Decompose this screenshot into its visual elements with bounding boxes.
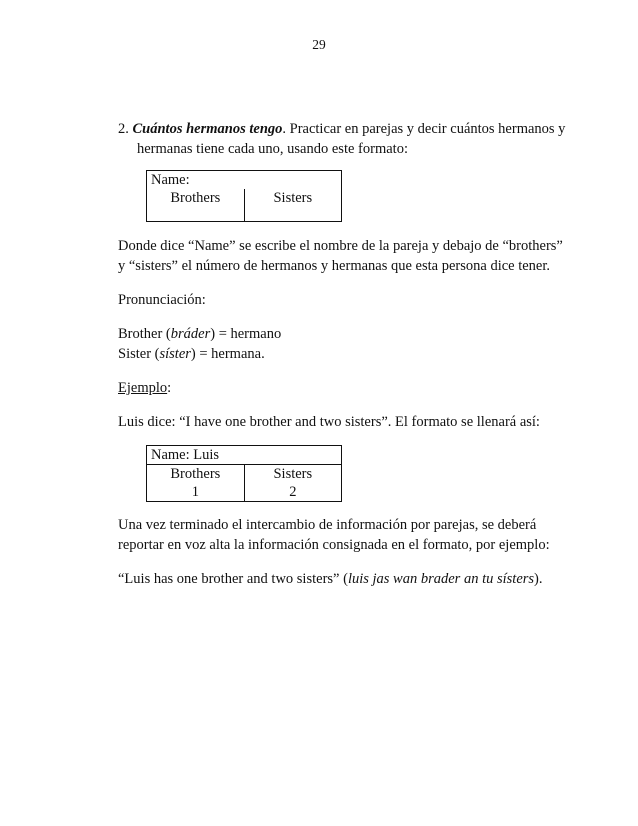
table-sisters-value: 2 [289,484,297,500]
table-sisters-cell [244,465,341,502]
table-brothers-header: Brothers [147,189,245,222]
sister-meaning: ) = hermana. [190,346,265,362]
table-sisters-header: Sisters [244,189,341,222]
final-close: ). [534,571,543,587]
exercise-intro-line1 [118,119,565,139]
table-brothers-cell [147,465,245,502]
sister-word: Sister ( [118,346,160,362]
example-heading-colon: : [167,380,172,396]
paragraph-explanation-line1: Donde dice “Name” se escribe el nombre de la pareja y debajo de “brothers” [118,238,563,254]
table-brothers-header: Brothers [170,466,221,482]
pronunciation-brother [118,324,281,344]
sister-pronunciation: síster [159,346,191,362]
paragraph-report-line2: reportar en voz alta la información consignada en el formato, por ejemplo: [118,537,550,553]
example-heading-text: Ejemplo [118,380,168,396]
pronunciation-sister [118,344,265,364]
paragraph-report-line1: Una vez terminado el intercambio de información por parejas, se deberá [118,517,537,533]
paragraph-explanation-line2: y “sisters” el número de hermanos y hermanas que esta persona dice tener. [118,258,551,274]
table-name-cell: Name: Luis [147,446,342,465]
brother-pronunciation: bráder [170,326,211,342]
final-example-sentence [118,569,543,589]
pronunciation-heading: Pronunciación: [118,292,206,308]
format-table-blank [146,170,342,222]
table-sisters-header: Sisters [273,466,313,482]
format-table-example [146,445,342,502]
page-number: 29 [312,37,326,52]
example-sentence: Luis dice: “I have one brother and two sisters”. El formato se llenará así: [118,414,540,430]
brother-word: Brother ( [118,326,171,342]
exercise-number: 2. [118,121,129,137]
brother-meaning: ) = hermano [210,326,282,342]
final-pronunciation: luis jas wan brader an tu sísters [347,571,535,587]
table-name-cell: Name: [147,171,342,190]
final-quote: “Luis has one brother and two sisters” ( [118,571,348,587]
exercise-intro-text: . Practicar en parejas y decir cuántos hermanos y [282,121,566,137]
exercise-intro-line2: hermanas tiene cada uno, usando este formato: [137,141,408,157]
exercise-title: Cuántos hermanos tengo [132,121,283,137]
example-heading [118,378,171,398]
table-brothers-value: 1 [191,484,199,500]
